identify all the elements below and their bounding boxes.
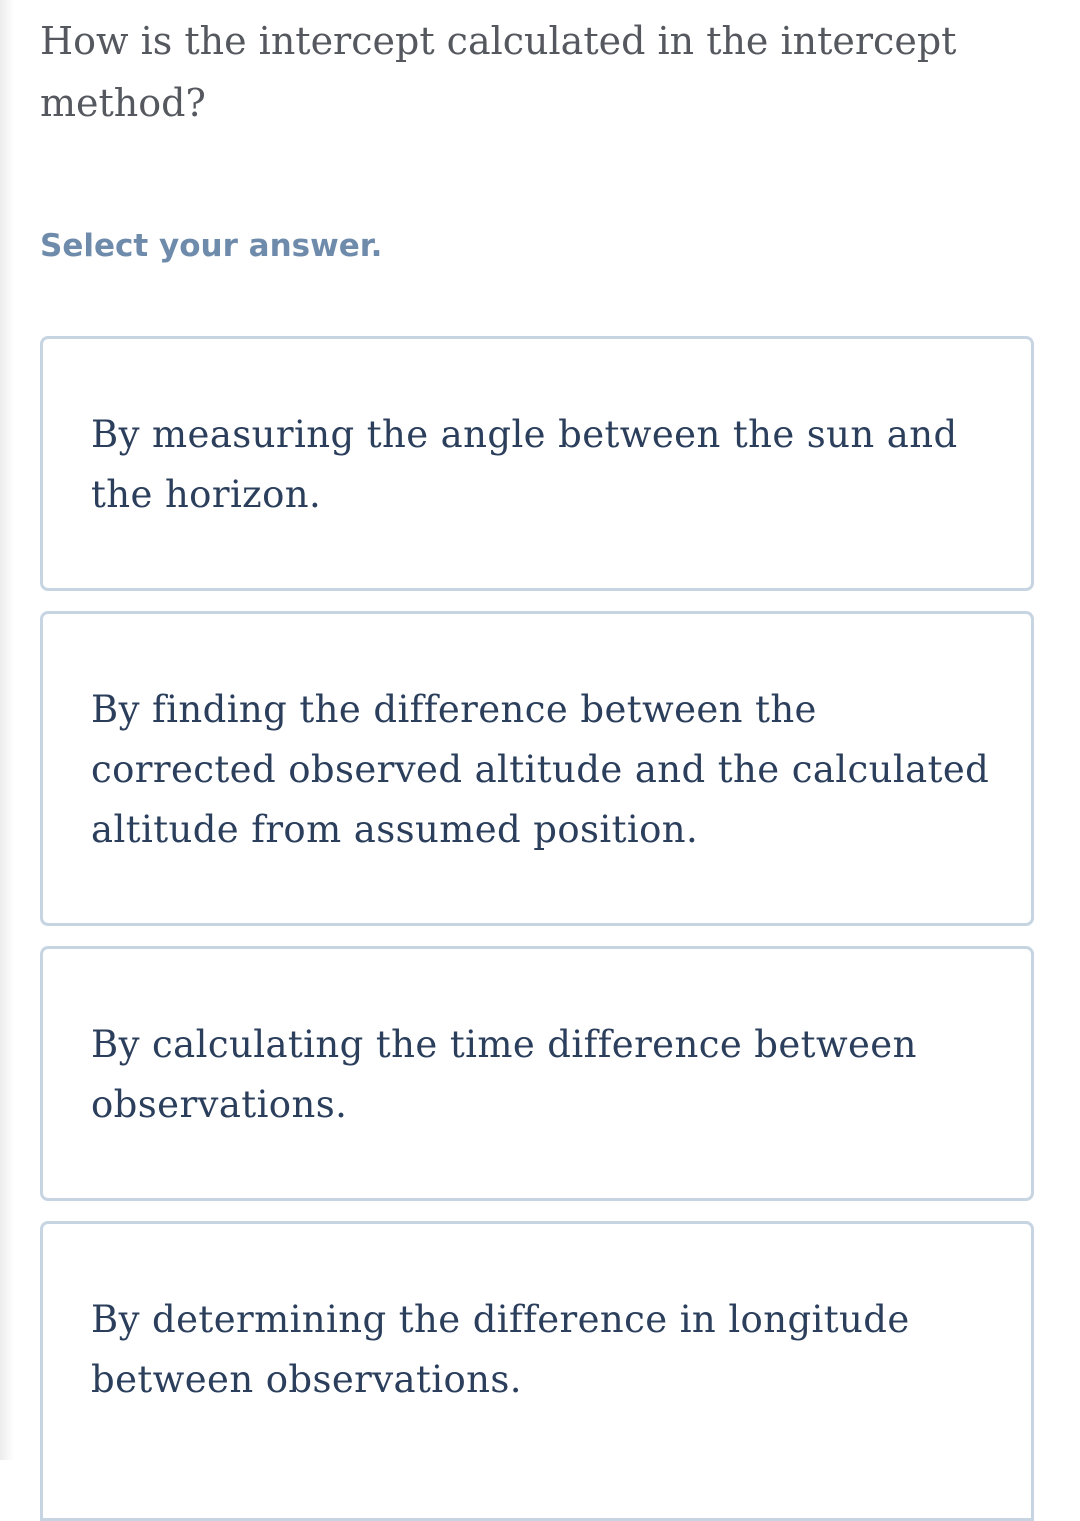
answer-option-2[interactable] <box>40 611 1034 926</box>
select-answer-instruction: Select your answer. <box>40 228 383 264</box>
left-edge-shadow <box>0 0 14 1460</box>
answer-option-4[interactable] <box>40 1221 1034 1521</box>
answer-option-3-text: By calculating the time difference between observations. <box>91 1023 917 1126</box>
answer-option-4-text: By determining the difference in longitude between observations. <box>91 1298 910 1401</box>
answer-option-1[interactable] <box>40 336 1034 591</box>
answer-option-3[interactable] <box>40 946 1034 1201</box>
answer-option-2-text: By finding the difference between the corrected observed altitude and the calculated altitude from assumed position. <box>91 688 990 851</box>
question-text: How is the intercept calculated in the intercept method? <box>40 19 957 125</box>
answer-option-1-text: By measuring the angle between the sun and the horizon. <box>91 413 958 516</box>
